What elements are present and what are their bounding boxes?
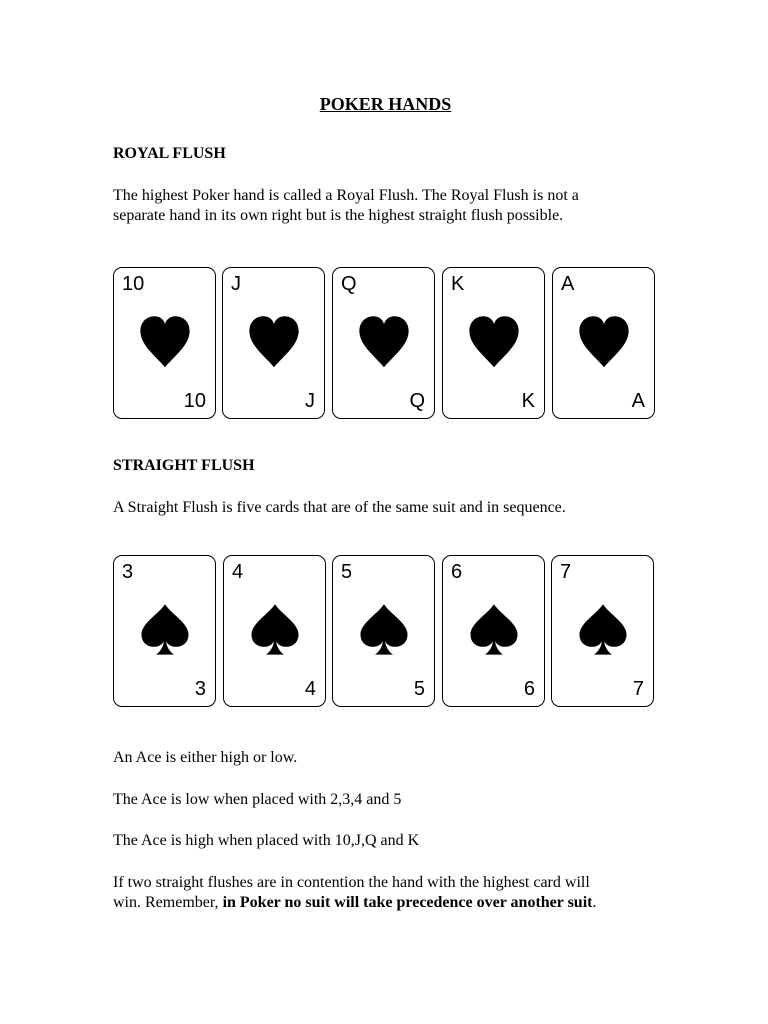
card-rank-bottom: 6 xyxy=(523,678,535,700)
card-3-spades xyxy=(113,555,216,707)
contention-emphasis: in Poker no suit will take precedence over another suit xyxy=(222,894,593,911)
card-a-hearts xyxy=(552,267,655,419)
card-rank-top: 7 xyxy=(560,561,572,583)
card-6-spades xyxy=(442,555,545,707)
card-rank-top: J xyxy=(231,273,241,295)
card-rank-bottom: 4 xyxy=(304,678,316,700)
card-rank-bottom: K xyxy=(521,390,535,412)
card-4-spades xyxy=(223,555,326,707)
heart-icon xyxy=(466,310,522,374)
card-5-spades xyxy=(332,555,435,707)
contention-line-2 xyxy=(113,893,658,913)
spade-icon xyxy=(466,598,522,662)
straight-flush-cards xyxy=(113,555,658,709)
card-10-hearts xyxy=(113,267,216,419)
heart-icon xyxy=(137,310,193,374)
royal-flush-cards xyxy=(113,267,658,421)
card-q-hearts xyxy=(332,267,435,419)
straight-flush-heading: STRAIGHT FLUSH xyxy=(113,457,255,474)
card-rank-top: 6 xyxy=(451,561,463,583)
heart-icon xyxy=(356,310,412,374)
card-rank-bottom: 3 xyxy=(194,678,206,700)
card-rank-top: 4 xyxy=(232,561,244,583)
contention-line-1: If two straight flushes are in contention the hand with the highest card will xyxy=(113,874,590,891)
ace-high-note: The Ace is high when placed with 10,J,Q and K xyxy=(113,832,420,849)
royal-flush-line-1: The highest Poker hand is called a Royal Flush. The Royal Flush is not a xyxy=(113,187,579,204)
royal-flush-line-2: separate hand in its own right but is the highest straight flush possible. xyxy=(113,207,564,224)
card-rank-bottom: 10 xyxy=(183,390,206,412)
page-title: POKER HANDS xyxy=(319,94,452,114)
heart-icon xyxy=(246,310,302,374)
spade-icon xyxy=(247,598,303,662)
card-rank-bottom: Q xyxy=(409,390,425,412)
spade-icon xyxy=(575,598,631,662)
ace-low-note: The Ace is low when placed with 2,3,4 and 5 xyxy=(113,791,402,808)
card-rank-bottom: 7 xyxy=(632,678,644,700)
heart-icon xyxy=(576,310,632,374)
card-rank-top: A xyxy=(561,273,575,295)
royal-flush-heading: ROYAL FLUSH xyxy=(113,145,226,162)
card-7-spades xyxy=(551,555,654,707)
card-j-hearts xyxy=(222,267,325,419)
card-rank-top: 10 xyxy=(122,273,145,295)
spade-icon xyxy=(137,598,193,662)
card-rank-bottom: J xyxy=(305,390,315,412)
card-rank-top: K xyxy=(451,273,465,295)
card-rank-top: Q xyxy=(341,273,357,295)
contention-note xyxy=(113,873,658,913)
straight-flush-description: A Straight Flush is five cards that are of the same suit and in sequence. xyxy=(113,499,566,516)
card-rank-top: 5 xyxy=(341,561,353,583)
card-rank-top: 3 xyxy=(122,561,134,583)
royal-flush-description xyxy=(113,186,658,226)
spade-icon xyxy=(356,598,412,662)
card-rank-bottom: A xyxy=(631,390,645,412)
contention-prefix: win. Remember, xyxy=(113,894,223,911)
card-k-hearts xyxy=(442,267,545,419)
contention-suffix: . xyxy=(592,894,597,911)
ace-high-low-note: An Ace is either high or low. xyxy=(113,749,298,766)
card-rank-bottom: 5 xyxy=(413,678,425,700)
